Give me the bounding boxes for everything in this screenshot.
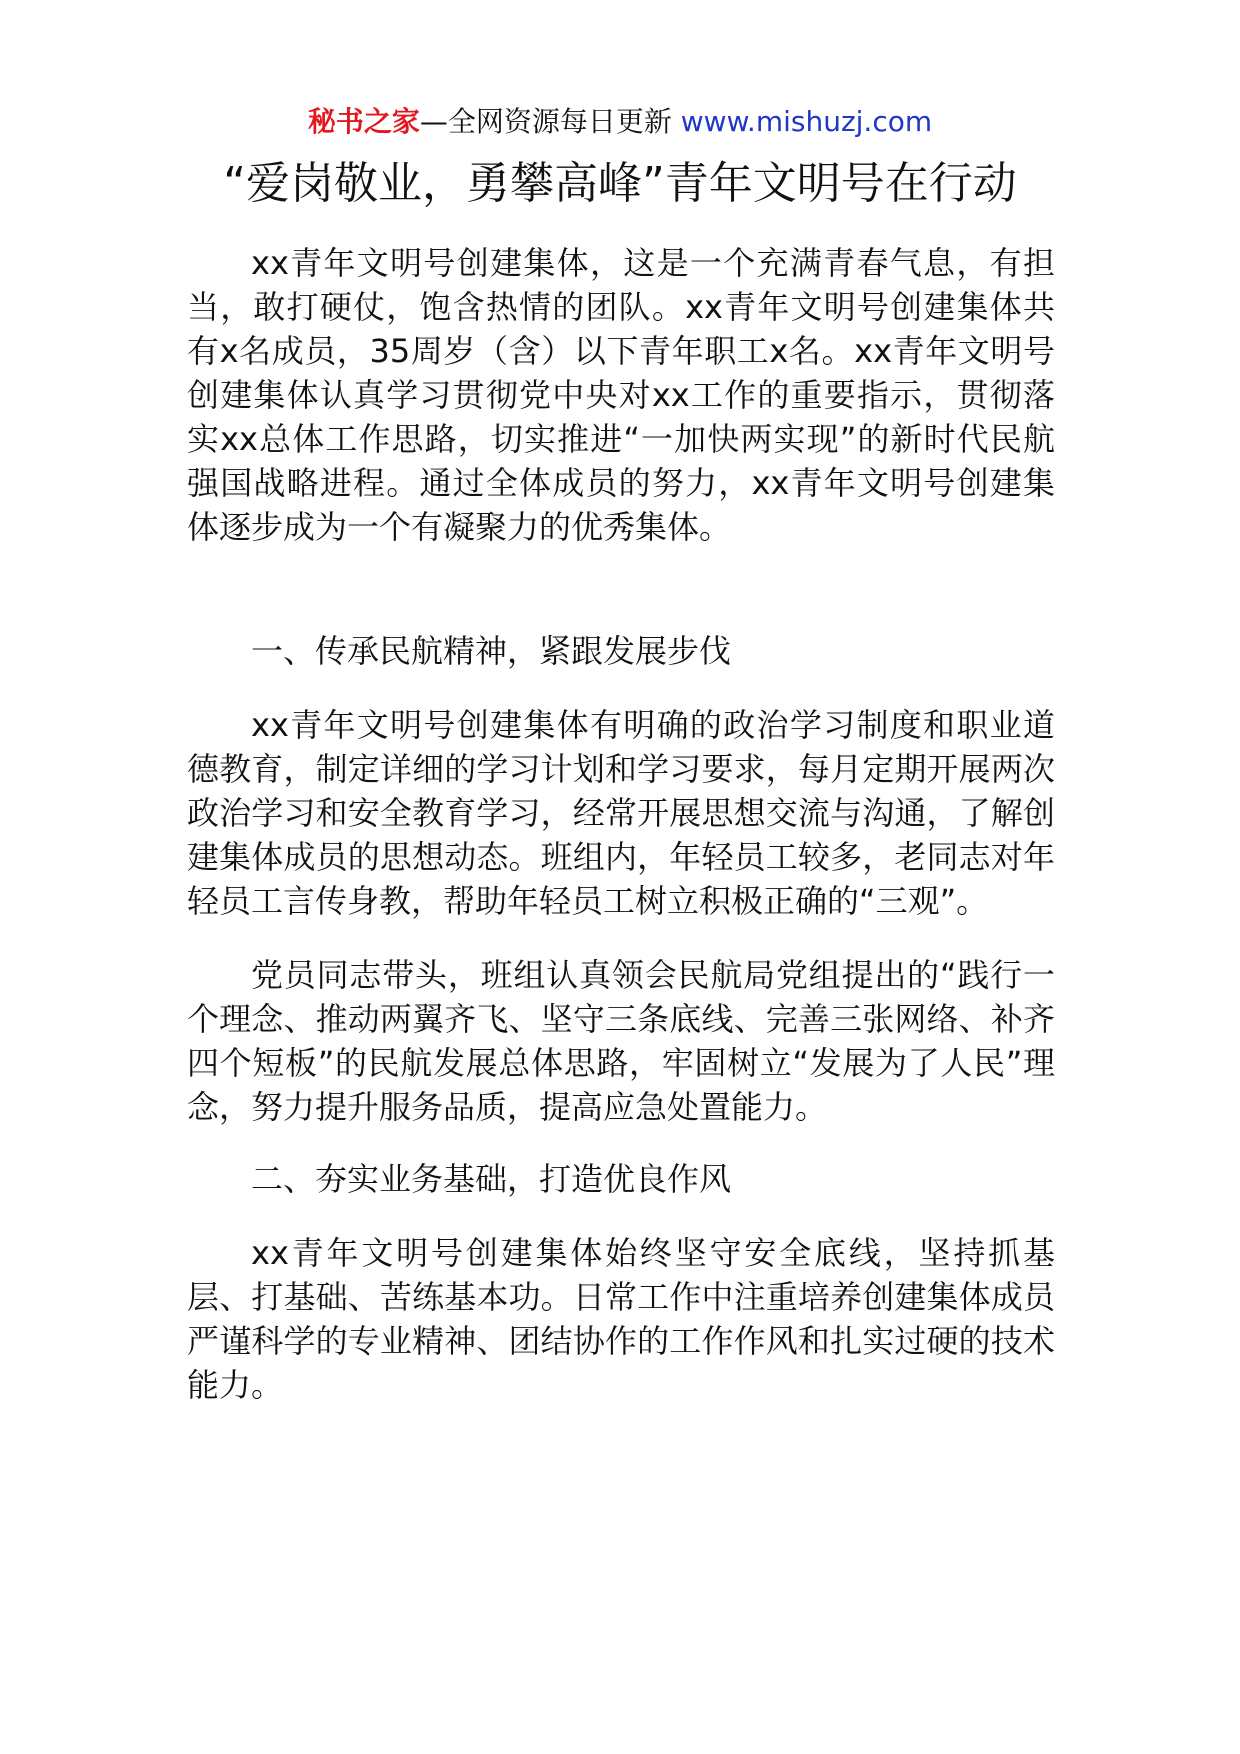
site-url-link[interactable]: www.mishuzj.com <box>680 105 933 138</box>
site-header <box>0 100 1240 144</box>
section-1-paragraph-2: 党员同志带头，班组认真领会民航局党组提出的“践行一个理念、推动两翼齐飞、坚守三条底线、完善三张网络、补齐四个短板”的民航发展总体思路，牢固树立“发展为了人民”理念，努力提升服务品质，提高应急处置能力。 <box>187 956 1055 1126</box>
brand-name: 秘书之家 <box>307 105 420 138</box>
document-body <box>187 241 1055 1407</box>
document-title: “爱岗敬业，勇攀高峰”青年文明号在行动 <box>223 158 1017 209</box>
section-heading-2: 二、夯实业务基础，打造优良作风 <box>251 1160 732 1198</box>
section-1-paragraph-1: xx青年文明号创建集体有明确的政治学习制度和职业道德教育，制定详细的学习计划和学习要求，每月定期开展两次政治学习和安全教育学习，经常开展思想交流与沟通，了解创建集体成员的思想动态。班组内，年轻员工较多，老同志对年轻员工言传身教，帮助年轻员工树立积极正确的“三观”。 <box>187 706 1055 920</box>
header-slogan: —全网资源每日更新 <box>419 105 681 138</box>
section-2-paragraph-1: xx青年文明号创建集体始终坚守安全底线，坚持抓基层、打基础、苦练基本功。日常工作中注重培养创建集体成员严谨科学的专业精神、团结协作的工作作风和扎实过硬的技术能力。 <box>187 1234 1055 1404</box>
intro-paragraph: xx青年文明号创建集体，这是一个充满青春气息，有担当，敢打硬仗，饱含热情的团队。xx青年文明号创建集体共有x名成员，35周岁（含）以下青年职工x名。xx青年文明号创建集体认真学习贯彻党中央对xx工作的重要指示，贯彻落实xx总体工作思路，切实推进“一加快两实现”的新时代民航强国战略进程。通过全体成员的努力，xx青年文明号创建集体逐步成为一个有凝聚力的优秀集体。 <box>187 244 1055 546</box>
section-heading-1: 一、传承民航精神，紧跟发展步伐 <box>251 632 732 670</box>
